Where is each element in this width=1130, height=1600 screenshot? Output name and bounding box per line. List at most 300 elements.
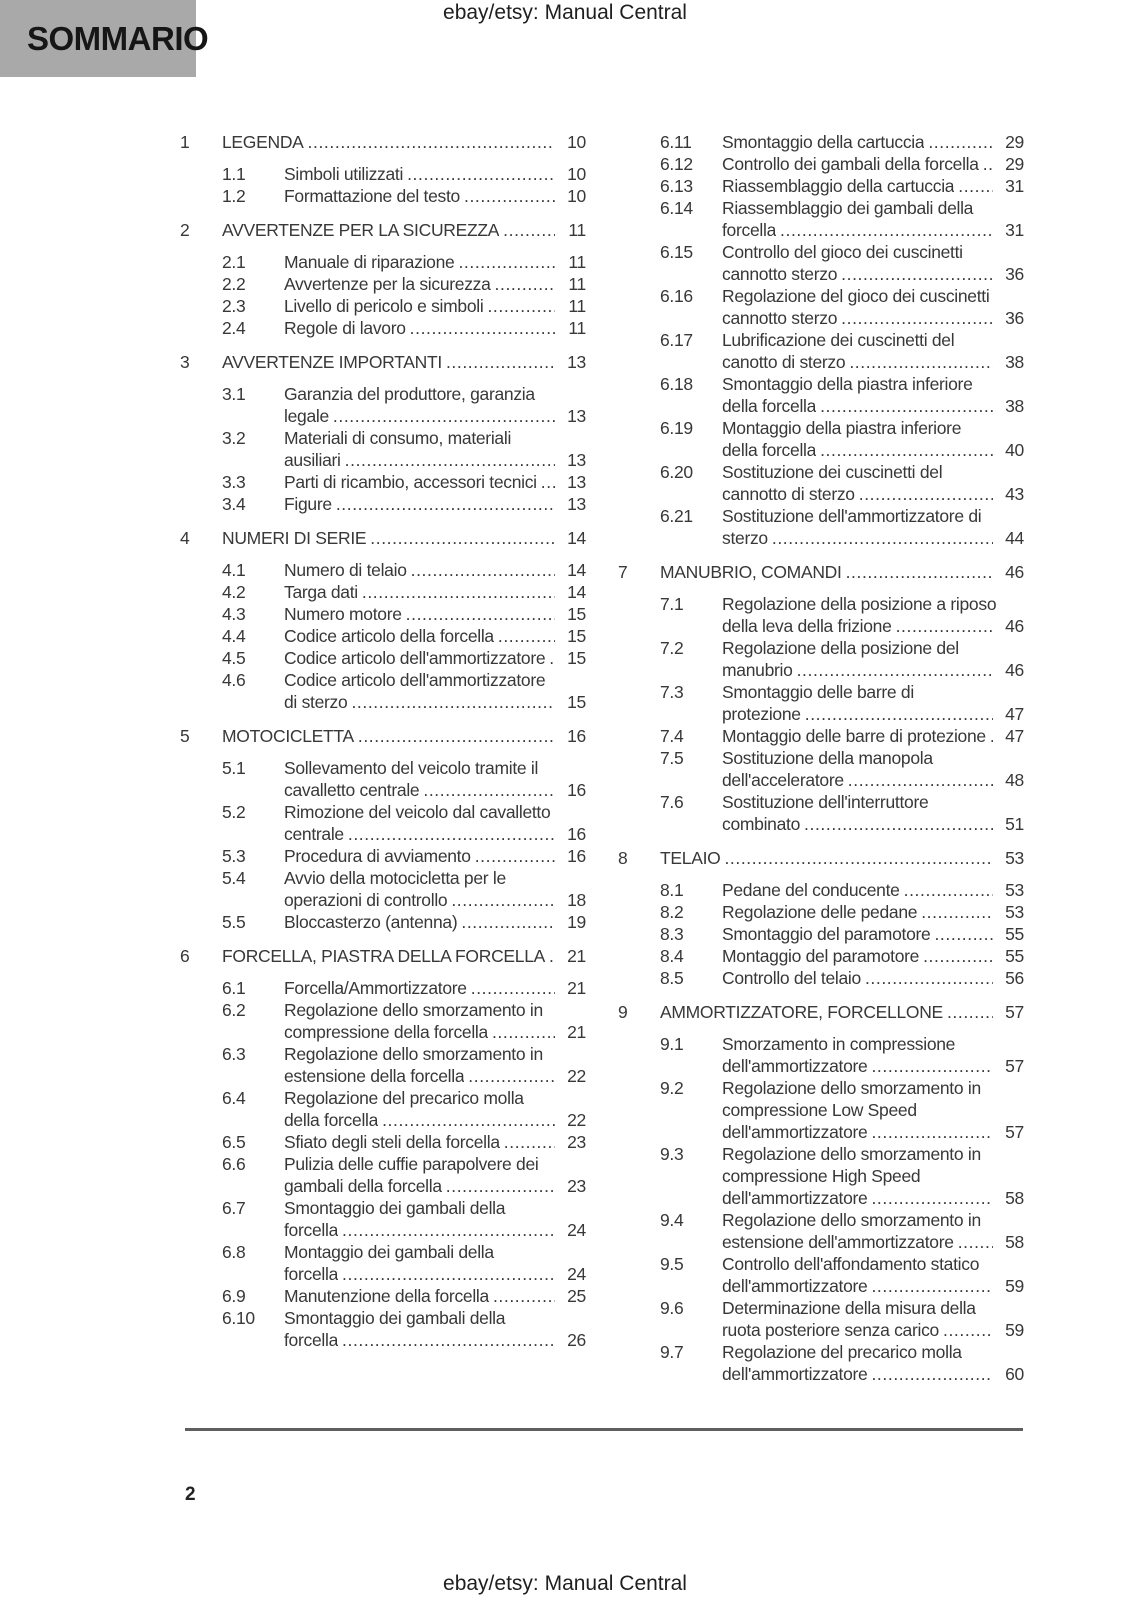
toc-entry-title	[222, 725, 558, 747]
toc-dot-leader	[458, 251, 555, 273]
toc-entry-number: 6.10	[222, 1308, 255, 1328]
toc-entry-title	[284, 471, 558, 493]
toc-section-entry	[618, 945, 1024, 967]
toc-entry-title-line: Montaggio dei gambali della	[284, 1242, 494, 1262]
toc-section-entry	[618, 637, 1024, 681]
toc-entry-page: 56	[1005, 968, 1024, 988]
toc-entry-title-line: Smorzamento in compressione	[722, 1034, 956, 1054]
toc-entry-number: 6.17	[660, 330, 693, 350]
toc-dot-leader	[934, 923, 993, 945]
toc-section-entry	[180, 977, 586, 999]
toc-dot-leader	[804, 813, 993, 835]
toc-entry-page: 59	[1005, 1276, 1024, 1296]
toc-entry-number: 8.4	[660, 946, 684, 966]
toc-entry-title	[722, 175, 996, 197]
toc-entry-number: 5.2	[222, 802, 246, 822]
toc-section-entry	[180, 1087, 586, 1131]
toc-entry-title	[284, 999, 558, 1043]
toc-entry-number: 2.1	[222, 252, 246, 272]
toc-entry-number: 6.20	[660, 462, 693, 482]
toc-entry-page: 23	[567, 1132, 586, 1152]
toc-entry-title-line: Bloccasterzo (antenna)	[284, 912, 458, 932]
toc-section-entry	[618, 417, 1024, 461]
toc-section-entry	[180, 383, 586, 427]
toc-entry-page: 15	[567, 692, 586, 712]
toc-entry-title	[284, 845, 558, 867]
toc-entry-title-line: AMMORTIZZATORE, FORCELLONE	[660, 1002, 943, 1022]
toc-entry-title-line: della forcella	[722, 440, 817, 460]
toc-entry-title	[222, 945, 558, 967]
toc-entry-number: 1.2	[222, 186, 246, 206]
toc-section-entry	[180, 471, 586, 493]
toc-section-entry	[618, 1209, 1024, 1253]
toc-entry-page: 40	[1005, 440, 1024, 460]
toc-entry-title-line: ausiliari	[284, 450, 341, 470]
toc-entry-page: 13	[567, 406, 586, 426]
toc-dot-leader	[333, 405, 555, 427]
toc-dot-leader	[983, 153, 993, 175]
toc-entry-title	[722, 197, 996, 241]
toc-section-entry	[618, 285, 1024, 329]
toc-entry-title-line: cannotto sterzo	[722, 264, 838, 284]
toc-entry-number: 3.3	[222, 472, 246, 492]
toc-entry-title	[722, 153, 996, 175]
toc-entry-number: 6.6	[222, 1154, 246, 1174]
page-number: 2	[185, 1484, 196, 1505]
toc-entry-page: 31	[1005, 176, 1024, 196]
toc-dot-leader	[848, 769, 993, 791]
toc-entry-title-line: Manuale di riparazione	[284, 252, 455, 272]
toc-entry-title-line: Regolazione del gioco dei cuscinetti	[722, 286, 990, 306]
toc-entry-title-line: compressione High Speed	[722, 1166, 921, 1186]
toc-dot-leader	[370, 527, 555, 549]
toc-entry-page: 46	[1005, 562, 1024, 582]
toc-section-entry	[180, 493, 586, 515]
toc-entry-title-line: della forcella	[722, 396, 817, 416]
toc-entry-title-line: Forcella/Ammortizzatore	[284, 978, 467, 998]
toc-entry-page: 15	[567, 626, 586, 646]
toc-entry-title	[222, 351, 558, 373]
toc-entry-title	[284, 647, 558, 669]
header-doc-title: ebay/etsy: Manual Central	[443, 1, 687, 24]
toc-entry-page: 21	[567, 1022, 586, 1042]
toc-entry-number: 8	[618, 848, 628, 868]
toc-entry-title-line: FORCELLA, PIASTRA DELLA FORCELLA	[222, 946, 546, 966]
toc-entry-title-line: dell'acceleratore	[722, 770, 844, 790]
section-title: SOMMARIO	[27, 19, 209, 57]
toc-dot-leader	[345, 449, 555, 471]
toc-dot-leader	[504, 1131, 555, 1153]
toc-dot-leader	[503, 219, 555, 241]
toc-entry-title-line: Pulizia delle cuffie parapolvere dei	[284, 1154, 539, 1174]
toc-entry-title-line: Smontaggio delle barre di	[722, 682, 914, 702]
toc-entry-number: 3	[180, 352, 190, 372]
toc-entry-title-line: Regolazione delle pedane	[722, 902, 918, 922]
toc-entry-title-line: Regolazione della posizione a riposo	[722, 594, 996, 614]
toc-dot-leader	[990, 725, 993, 747]
toc-entry-page: 11	[568, 220, 586, 240]
toc-entry-title-line: Regole di lavoro	[284, 318, 406, 338]
toc-section-entry	[618, 1253, 1024, 1297]
toc-entry-number: 6.21	[660, 506, 693, 526]
toc-dot-leader	[407, 163, 555, 185]
toc-entry-number: 6.11	[660, 132, 692, 152]
toc-entry-title-line: operazioni di controllo	[284, 890, 448, 910]
toc-dot-leader	[846, 561, 993, 583]
toc-entry-page: 16	[567, 780, 586, 800]
toc-dot-leader	[446, 1175, 555, 1197]
toc-entry-title	[284, 757, 558, 801]
toc-entry-title	[722, 879, 996, 901]
toc-dot-leader	[541, 471, 555, 493]
toc-entry-number: 6.8	[222, 1242, 246, 1262]
toc-entry-page: 19	[567, 912, 586, 932]
toc-entry-number: 7.2	[660, 638, 684, 658]
toc-section-entry	[618, 153, 1024, 175]
toc-section-entry	[180, 647, 586, 669]
toc-entry-page: 11	[568, 252, 586, 272]
toc-section-entry	[180, 163, 586, 185]
toc-entry-title-line: MOTOCICLETTA	[222, 726, 354, 746]
toc-entry-title	[722, 637, 996, 681]
section-title-box	[0, 0, 209, 77]
toc-entry-title-line: Controllo dei gambali della forcella	[722, 154, 979, 174]
toc-entry-title	[284, 1241, 558, 1285]
toc-entry-title	[284, 251, 558, 273]
toc-entry-title	[722, 373, 996, 417]
toc-entry-number: 3.4	[222, 494, 246, 514]
toc-section-entry	[618, 1077, 1024, 1143]
toc-entry-number: 5.1	[222, 758, 246, 778]
toc-section-entry	[618, 373, 1024, 417]
toc-entry-title-line: Manutenzione della forcella	[284, 1286, 489, 1306]
toc-entry-title-line: LEGENDA	[222, 132, 304, 152]
toc-section-entry	[180, 251, 586, 273]
toc-entry-title	[284, 1131, 558, 1153]
toc-dot-leader	[487, 295, 555, 317]
toc-entry-title-line: Regolazione della posizione del	[722, 638, 959, 658]
toc-dot-leader	[382, 1109, 555, 1131]
toc-entry-title-line: Riassemblaggio dei gambali della	[722, 198, 974, 218]
toc-entry-number: 5	[180, 726, 190, 746]
toc-entry-page: 15	[567, 648, 586, 668]
toc-entry-title	[222, 131, 558, 153]
toc-dot-leader	[406, 603, 555, 625]
toc-section-entry	[180, 273, 586, 295]
toc-entry-number: 9.3	[660, 1144, 684, 1164]
toc-entry-title-line: Codice articolo dell'ammortizzatore	[284, 670, 546, 690]
toc-entry-page: 24	[567, 1264, 586, 1284]
toc-section-entry	[180, 999, 586, 1043]
toc-entry-title	[722, 1253, 996, 1297]
toc-entry-number: 6.13	[660, 176, 693, 196]
toc-dot-leader	[468, 1065, 555, 1087]
toc-entry-number: 7.3	[660, 682, 684, 702]
toc-dot-leader	[461, 911, 555, 933]
toc-entry-number: 4.3	[222, 604, 246, 624]
toc-dot-leader	[549, 945, 555, 967]
toc-section-entry	[618, 1033, 1024, 1077]
toc-entry-title-line: compressione Low Speed	[722, 1100, 917, 1120]
toc-entry-number: 6.19	[660, 418, 693, 438]
footer-doc-title: ebay/etsy: Manual Central	[443, 1572, 687, 1595]
toc-dot-leader	[362, 581, 555, 603]
toc-entry-title	[722, 945, 996, 967]
toc-entry-page: 18	[567, 890, 586, 910]
toc-entry-title	[722, 241, 996, 285]
toc-entry-title	[284, 427, 558, 471]
toc-dot-leader	[820, 395, 993, 417]
toc-entry-page: 29	[1005, 132, 1024, 152]
toc-entry-page: 10	[567, 132, 586, 152]
toc-dot-leader	[549, 647, 555, 669]
toc-entry-page: 14	[567, 528, 586, 548]
toc-entry-title-line: centrale	[284, 824, 344, 844]
toc-dot-leader	[841, 263, 993, 285]
toc-entry-title-line: Targa dati	[284, 582, 358, 602]
toc-entry-title	[722, 1297, 996, 1341]
toc-entry-number: 7.6	[660, 792, 684, 812]
toc-entry-title-line: dell'ammortizzatore	[722, 1364, 868, 1384]
toc-dot-leader	[410, 317, 555, 339]
toc-chapter-entry	[180, 219, 586, 241]
toc-section-entry	[180, 1043, 586, 1087]
toc-entry-page: 14	[567, 582, 586, 602]
toc-entry-title-line: dell'ammortizzatore	[722, 1276, 868, 1296]
toc-entry-title-line: Materiali di consumo, materiali	[284, 428, 512, 448]
toc-entry-title-line: combinato	[722, 814, 801, 834]
toc-entry-title-line: Regolazione dello smorzamento in	[722, 1078, 981, 1098]
toc-dot-leader	[896, 615, 993, 637]
toc-section-entry	[618, 1297, 1024, 1341]
toc-entry-number: 4.1	[222, 560, 246, 580]
toc-entry-number: 6.5	[222, 1132, 246, 1152]
toc-chapter-entry	[180, 131, 586, 153]
toc-dot-leader	[849, 351, 993, 373]
toc-entry-title-line: estensione della forcella	[284, 1066, 465, 1086]
toc-entry-title	[284, 1307, 558, 1351]
toc-section-entry	[180, 1285, 586, 1307]
toc-section-entry	[180, 845, 586, 867]
toc-dot-leader	[446, 351, 555, 373]
toc-dot-leader	[492, 1021, 555, 1043]
toc-entry-page: 16	[567, 846, 586, 866]
toc-entry-title-line: Controllo del telaio	[722, 968, 861, 988]
toc-entry-title	[284, 801, 558, 845]
toc-entry-number: 6.16	[660, 286, 693, 306]
toc-entry-number: 6.1	[222, 978, 246, 998]
toc-section-entry	[618, 923, 1024, 945]
toc-entry-page: 21	[567, 978, 586, 998]
toc-entry-page: 53	[1005, 902, 1024, 922]
toc-entry-number: 5.4	[222, 868, 246, 888]
toc-entry-page: 53	[1005, 880, 1024, 900]
toc-entry-page: 53	[1005, 848, 1024, 868]
toc-entry-page: 51	[1005, 814, 1024, 834]
toc-entry-page: 29	[1005, 154, 1024, 174]
toc-entry-number: 4	[180, 528, 190, 548]
toc-entry-page: 55	[1005, 946, 1024, 966]
toc-entry-page: 58	[1005, 1188, 1024, 1208]
toc-entry-title-line: forcella	[284, 1264, 339, 1284]
toc-entry-title-line: gambali della forcella	[284, 1176, 442, 1196]
toc-entry-number: 7.1	[660, 594, 684, 614]
toc-section-entry	[180, 625, 586, 647]
toc-dot-leader	[921, 901, 993, 923]
toc-entry-title-line: Regolazione dello smorzamento in	[284, 1044, 543, 1064]
toc-entry-number: 7.4	[660, 726, 684, 746]
toc-entry-title	[722, 1209, 996, 1253]
toc-dot-leader	[958, 1231, 993, 1253]
toc-entry-title	[722, 131, 996, 153]
toc-section-entry	[618, 461, 1024, 505]
toc-section-entry	[180, 1131, 586, 1153]
toc-entry-number: 6.15	[660, 242, 693, 262]
toc-entry-title	[284, 1043, 558, 1087]
toc-entry-title-line: Livello di pericolo e simboli	[284, 296, 484, 316]
toc-entry-title-line: Riassemblaggio della cartuccia	[722, 176, 955, 196]
toc-entry-title	[284, 317, 558, 339]
toc-entry-title-line: TELAIO	[660, 848, 721, 868]
toc-dot-leader	[308, 131, 555, 153]
toc-entry-title-line: Regolazione dello smorzamento in	[284, 1000, 543, 1020]
toc-dot-leader	[943, 1319, 993, 1341]
toc-entry-title	[284, 185, 558, 207]
toc-entry-title-line: forcella	[722, 220, 777, 240]
toc-entry-title-line: cannotto sterzo	[722, 308, 838, 328]
toc-section-entry	[180, 603, 586, 625]
toc-section-entry	[618, 131, 1024, 153]
toc-chapter-entry	[180, 725, 586, 747]
toc-entry-title-line: Avvio della motocicletta per le	[284, 868, 506, 888]
toc-entry-title-line: AVVERTENZE IMPORTANTI	[222, 352, 442, 372]
toc-entry-title	[722, 329, 996, 373]
toc-entry-number: 9.1	[660, 1034, 684, 1054]
toc-section-entry	[618, 1143, 1024, 1209]
toc-entry-page: 46	[1005, 616, 1024, 636]
toc-entry-number: 6.12	[660, 154, 693, 174]
toc-entry-title	[722, 505, 996, 549]
toc-chapter-entry	[618, 847, 1024, 869]
toc-dot-leader	[871, 1121, 993, 1143]
toc-entry-title-line: Numero motore	[284, 604, 402, 624]
toc-entry-page: 47	[1005, 704, 1024, 724]
toc-entry-title-line: estensione dell'ammortizzatore	[722, 1232, 954, 1252]
toc-dot-leader	[928, 131, 993, 153]
toc-entry-number: 9.2	[660, 1078, 684, 1098]
toc-section-entry	[180, 669, 586, 713]
toc-entry-title	[284, 273, 558, 295]
toc-dot-leader	[342, 1263, 555, 1285]
toc-entry-title-line: della leva della frizione	[722, 616, 892, 636]
toc-entry-page: 38	[1005, 396, 1024, 416]
toc-entry-page: 16	[567, 726, 586, 746]
toc-section-entry	[180, 1241, 586, 1285]
toc-entry-title	[722, 593, 996, 637]
toc-entry-page: 11	[568, 318, 586, 338]
toc-entry-title	[222, 219, 558, 241]
toc-dot-leader	[841, 307, 993, 329]
toc-dot-leader	[958, 175, 993, 197]
toc-entry-page: 43	[1005, 484, 1024, 504]
toc-entry-page: 16	[567, 824, 586, 844]
toc-entry-number: 1	[180, 132, 190, 152]
toc-entry-number: 6.3	[222, 1044, 246, 1064]
toc-entry-title-line: Avvertenze per la sicurezza	[284, 274, 491, 294]
toc-entry-title-line: protezione	[722, 704, 801, 724]
toc-entry-title-line: Codice articolo della forcella	[284, 626, 494, 646]
toc-dot-leader	[475, 845, 555, 867]
toc-entry-page: 26	[567, 1330, 586, 1350]
toc-entry-title	[660, 1001, 996, 1023]
toc-entry-title	[284, 1285, 558, 1307]
toc-entry-title-line: dell'ammortizzatore	[722, 1122, 868, 1142]
toc-entry-title	[722, 417, 996, 461]
toc-entry-title-line: sterzo	[722, 528, 768, 548]
toc-entry-title	[222, 527, 558, 549]
toc-dot-leader	[859, 483, 993, 505]
toc-dot-leader	[423, 779, 555, 801]
toc-entry-number: 7.5	[660, 748, 684, 768]
toc-entry-title	[660, 847, 996, 869]
toc-entry-title	[722, 967, 996, 989]
toc-entry-title	[284, 581, 558, 603]
toc-section-entry	[180, 757, 586, 801]
toc-section-entry	[618, 681, 1024, 725]
toc-entry-number: 4.6	[222, 670, 246, 690]
toc-entry-title-line: MANUBRIO, COMANDI	[660, 562, 842, 582]
toc-entry-page: 15	[567, 604, 586, 624]
toc-entry-title-line: NUMERI DI SERIE	[222, 528, 367, 548]
toc-entry-page: 58	[1005, 1232, 1024, 1252]
toc-dot-leader	[411, 559, 555, 581]
toc-dot-leader	[772, 527, 993, 549]
toc-chapter-entry	[180, 351, 586, 373]
toc-entry-title	[722, 901, 996, 923]
toc-dot-leader	[336, 493, 555, 515]
toc-entry-page: 10	[567, 164, 586, 184]
toc-entry-page: 38	[1005, 352, 1024, 372]
toc-entry-page: 46	[1005, 660, 1024, 680]
toc-entry-page: 13	[567, 352, 586, 372]
toc-section-entry	[618, 197, 1024, 241]
toc-entry-title	[284, 867, 558, 911]
toc-entry-page: 47	[1005, 726, 1024, 746]
toc-dot-leader	[865, 967, 993, 989]
toc-entry-number: 2.2	[222, 274, 246, 294]
toc-entry-title	[284, 1087, 558, 1131]
toc-entry-title-line: di sterzo	[284, 692, 348, 712]
toc-entry-title-line: Procedura di avviamento	[284, 846, 471, 866]
toc-section-entry	[618, 241, 1024, 285]
toc-dot-leader	[724, 847, 993, 869]
toc-entry-number: 6.14	[660, 198, 693, 218]
toc-entry-number: 8.3	[660, 924, 684, 944]
toc-entry-number: 6.9	[222, 1286, 246, 1306]
toc-entry-page: 57	[1005, 1056, 1024, 1076]
toc-entry-number: 3.1	[222, 384, 246, 404]
toc-entry-title-line: Sostituzione dell'interruttore	[722, 792, 929, 812]
toc-entry-title-line: Sostituzione dell'ammortizzatore di	[722, 506, 982, 526]
toc-dot-leader	[947, 1001, 993, 1023]
toc-entry-page: 22	[567, 1110, 586, 1130]
toc-entry-title	[284, 977, 558, 999]
toc-entry-title-line: Montaggio della piastra inferiore	[722, 418, 962, 438]
toc-entry-title-line: manubrio	[722, 660, 793, 680]
toc-entry-page: 14	[567, 560, 586, 580]
toc-section-entry	[618, 505, 1024, 549]
toc-entry-title	[722, 747, 996, 791]
